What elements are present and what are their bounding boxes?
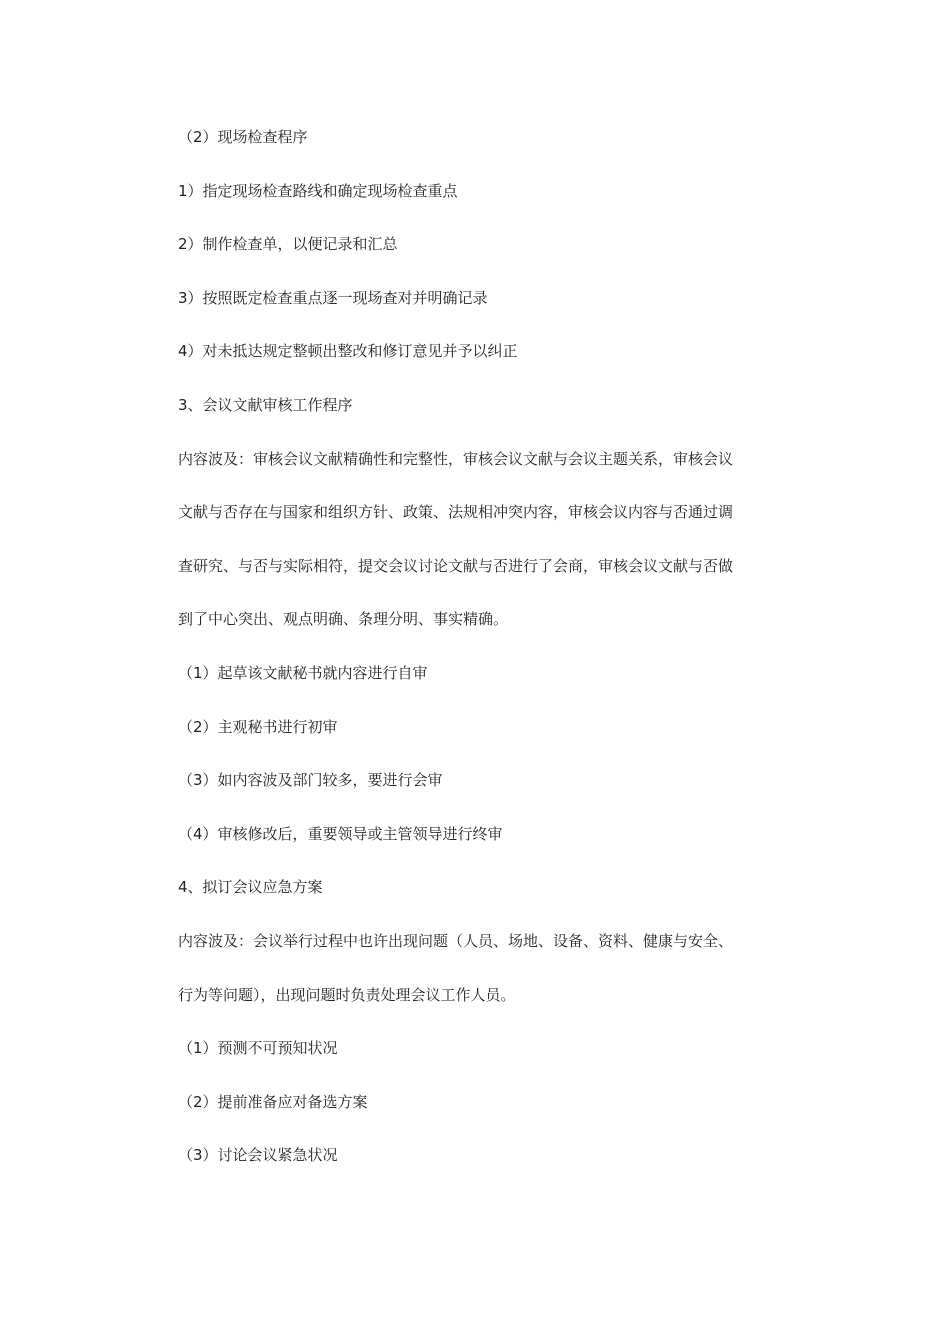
section-heading-document-review: 3、会议文献审核工作程序: [178, 395, 353, 414]
paragraph-line: 内容波及：会议举行过程中也许出现问题（人员、场地、设备、资料、健康与安全、: [178, 931, 734, 950]
list-item: 4）对未抵达规定整顿出整改和修订意见并予以纠正: [178, 342, 518, 361]
list-item: 3）按照既定检查重点逐一现场查对并明确记录: [178, 288, 488, 307]
paragraph-line: 查研究、与否与实际相符，提交会议讨论文献与否进行了会商，审核会议文献与否做: [178, 556, 734, 575]
paragraph-line: 内容波及：审核会议文献精确性和完整性，审核会议文献与会议主题关系，审核会议: [178, 449, 734, 468]
section-heading-onsite-inspection: （2）现场检查程序: [178, 128, 308, 146]
list-item: （3）如内容波及部门较多，要进行会审: [178, 771, 443, 790]
list-item: （4）审核修改后，重要领导或主管领导进行终审: [178, 824, 503, 843]
list-item: （3）讨论会议紧急状况: [178, 1146, 338, 1165]
paragraph-line: 到了中心突出、观点明确、条理分明、事实精确。: [178, 610, 509, 629]
list-item: 1）指定现场检查路线和确定现场检查重点: [178, 181, 458, 200]
list-item: （1）起草该文献秘书就内容进行自审: [178, 663, 428, 682]
list-item: （2）主观秘书进行初审: [178, 717, 338, 736]
list-item: （1）预测不可预知状况: [178, 1039, 338, 1058]
document-body: [178, 122, 818, 1194]
section-heading-emergency-plan: 4、拟订会议应急方案: [178, 878, 323, 897]
list-item: （2）提前准备应对备选方案: [178, 1092, 368, 1111]
list-item: 2）制作检查单，以便记录和汇总: [178, 235, 398, 254]
paragraph-line: 行为等问题），出现问题时负责处理会议工作人员。: [178, 985, 516, 1004]
paragraph-line: 文献与否存在与国家和组织方针、政策、法规相冲突内容，审核会议内容与否通过调: [178, 503, 734, 522]
